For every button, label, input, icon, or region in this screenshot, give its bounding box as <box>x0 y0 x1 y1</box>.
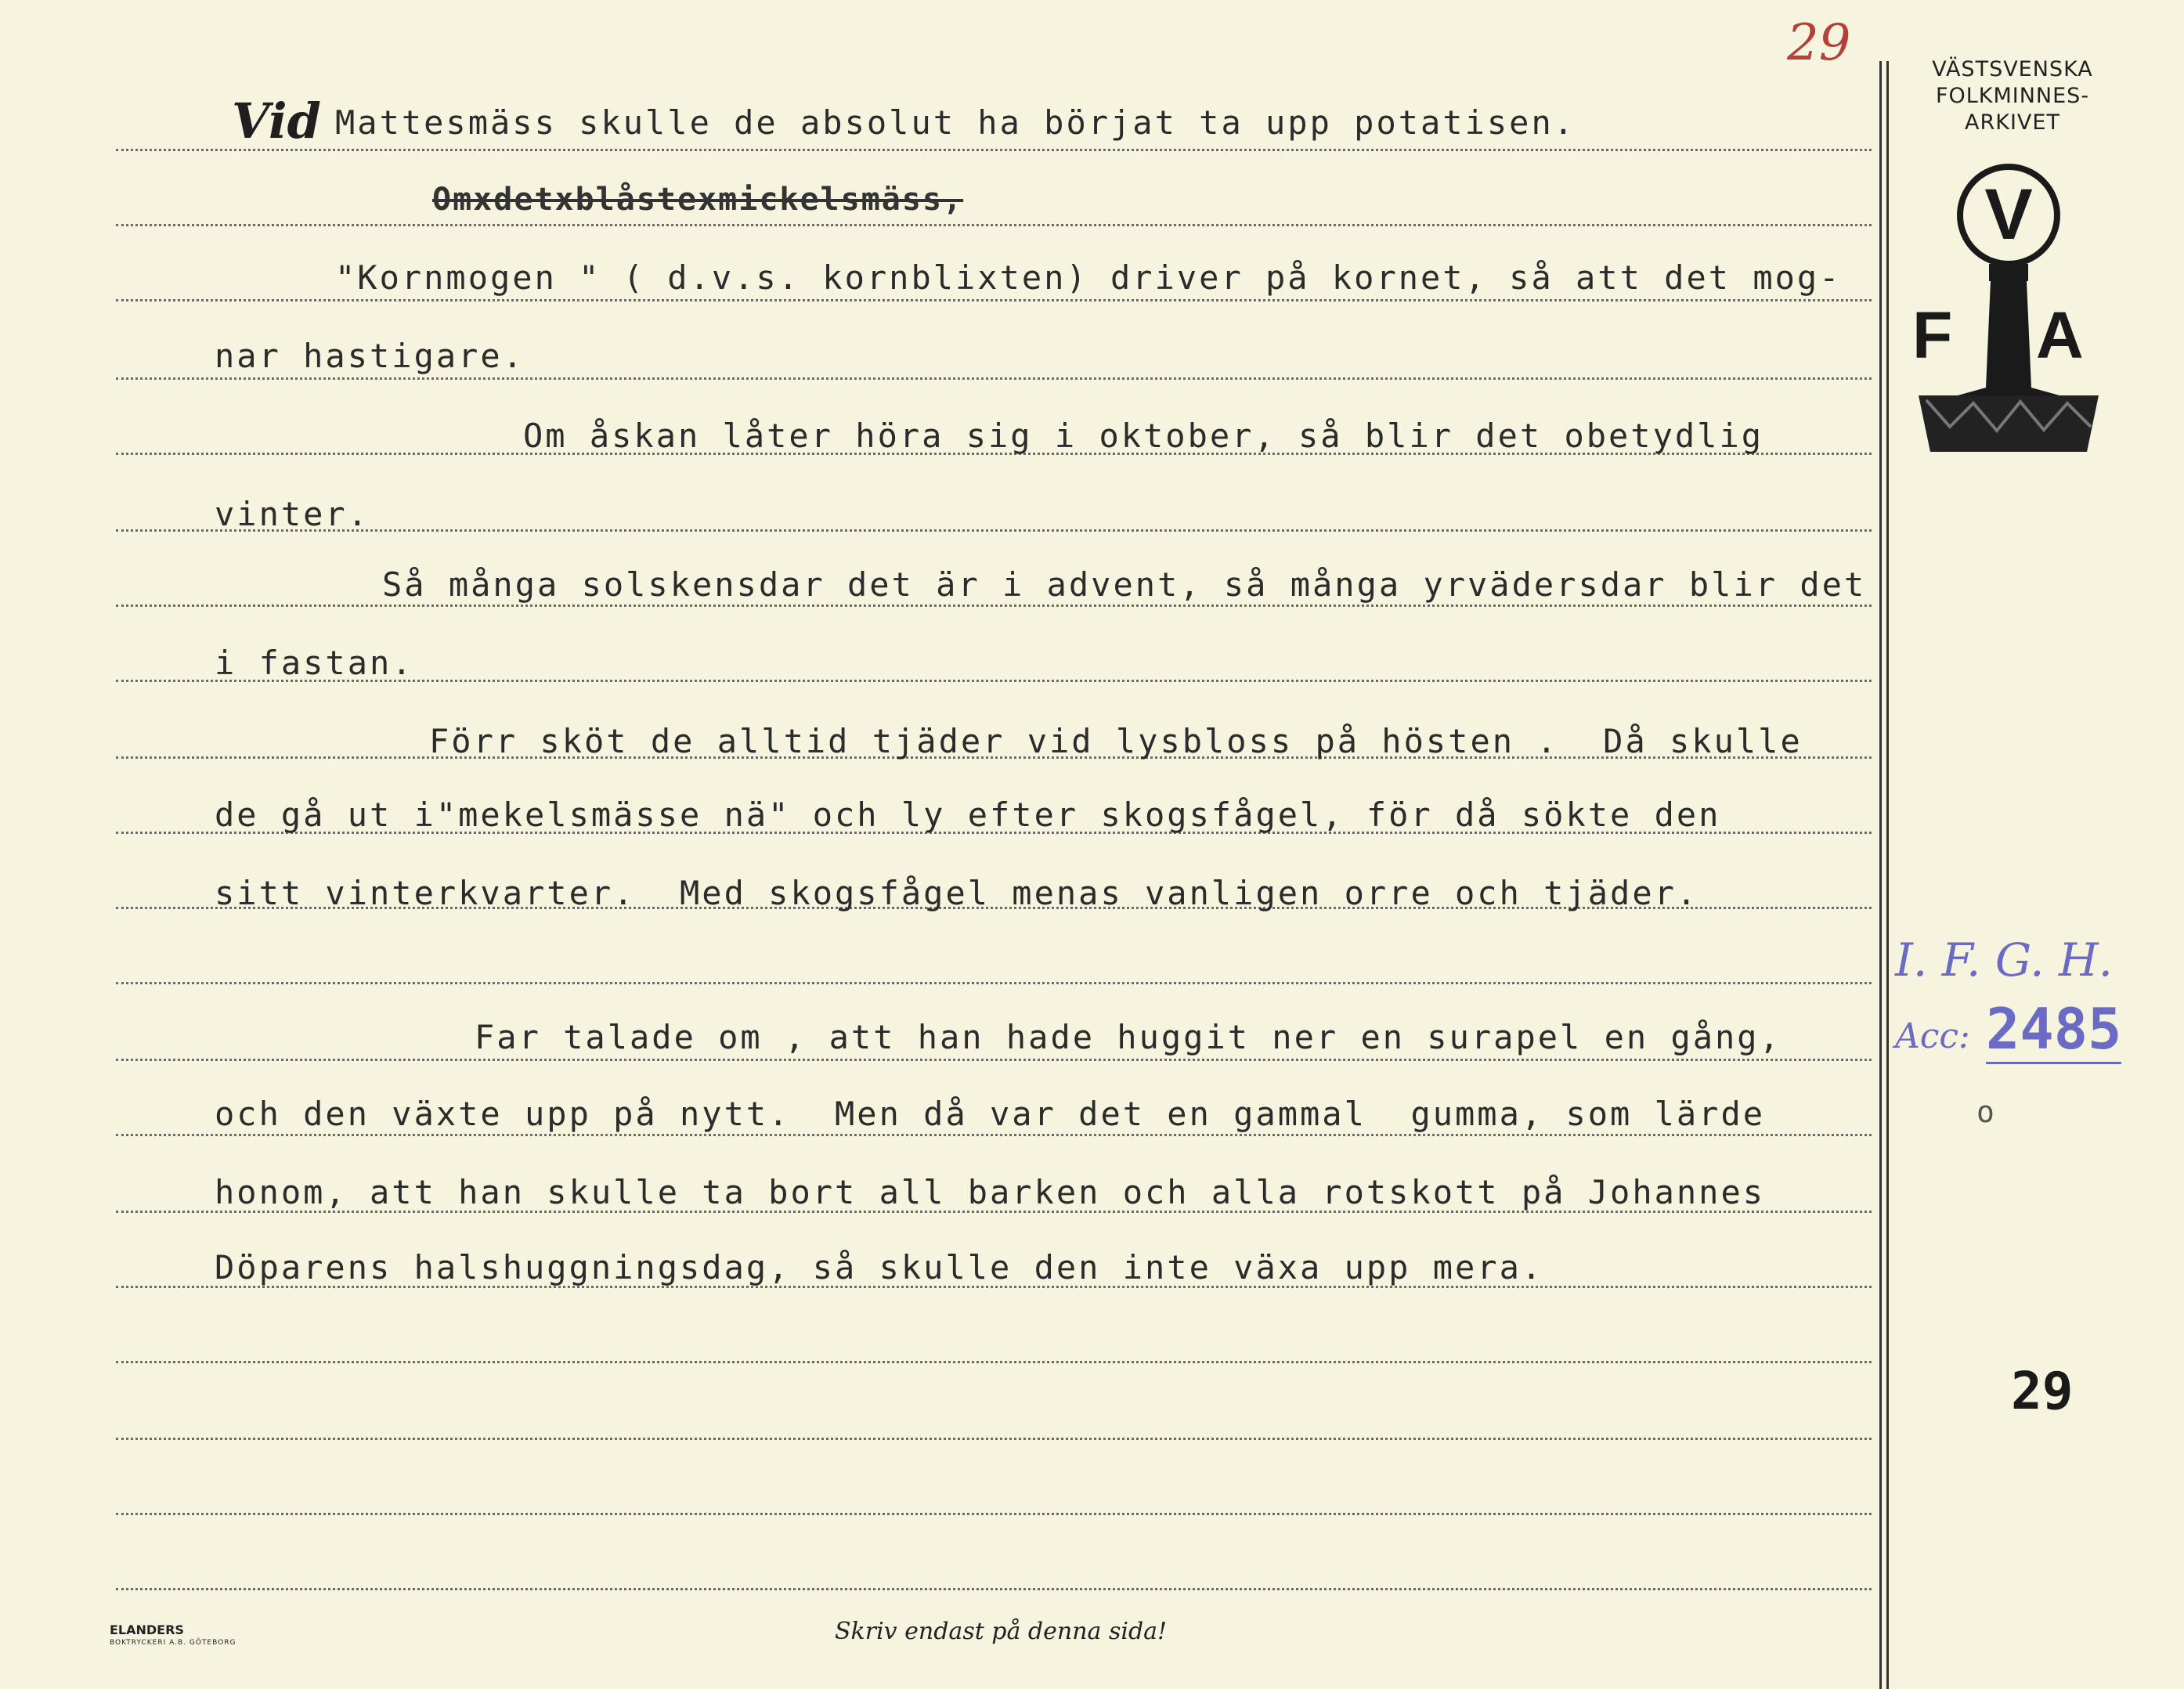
ruled-line <box>116 982 1872 984</box>
logo-letter-f: F <box>1912 298 1953 372</box>
ruled-line <box>116 1361 1872 1363</box>
accession-number: 2485 <box>1986 996 2121 1064</box>
margin-line-right <box>1886 61 1889 1689</box>
struck-out-line: Omxdetxblåstexmickelsmäss, <box>432 182 964 218</box>
ruled-line <box>116 299 1872 301</box>
margin-overflow-char: o <box>1976 1095 1997 1129</box>
ruled-line <box>116 1059 1872 1061</box>
text-line-10: de gå ut i"mekelsmässe nä" och ly efter skogsfågel, för då sökte den <box>215 796 1721 834</box>
ruled-line <box>116 377 1872 380</box>
logo-letter-v: V <box>1984 175 2033 254</box>
text-line-4: nar hastigare. <box>215 337 525 375</box>
text-line-5: Om åskan låter höra sig i oktober, så blir det obetydlig <box>523 417 1764 455</box>
text-line-13: Far talade om , att han hade huggit ner en surapel en gång, <box>475 1018 1781 1056</box>
ruled-line <box>116 224 1872 226</box>
text-line-11: sitt vinterkvarter. Med skogsfågel menas vanligen orre och tjäder. <box>215 874 1699 912</box>
text-line-7: Så många solskensdar det är i advent, så många yrvädersdar blir det <box>382 565 1867 604</box>
archive-name-line2: FOLKMINNES- <box>1935 84 2090 108</box>
logo-letter-a: A <box>2036 298 2084 372</box>
ruled-line <box>116 605 1872 607</box>
text-line-14: och den växte upp på nytt. Men då var det en gammal gumma, som lärde <box>215 1095 1766 1133</box>
text-line-16: Döparens halshuggningsdag, så skulle den inte växa upp mera. <box>215 1248 1544 1287</box>
ruled-line <box>116 1134 1872 1136</box>
ruled-line <box>116 149 1872 151</box>
text-line-8: i fastan. <box>215 644 414 682</box>
archive-name <box>1887 56 2138 136</box>
text-line-3: "Kornmogen " ( d.v.s. kornblixten) driver på kornet, så att det mog- <box>335 258 1842 297</box>
archive-name-line3: ARKIVET <box>1965 110 2060 135</box>
text-line-15: honom, att han skulle ta bort all barken och alla rotskott på Johannes <box>215 1173 1766 1211</box>
printer-name: ELANDERS <box>110 1622 184 1637</box>
handwritten-vid: Vid <box>232 92 321 150</box>
ruled-line <box>116 1513 1872 1515</box>
ruled-line <box>116 1588 1872 1590</box>
margin-line-left <box>1879 61 1882 1689</box>
printer-mark <box>110 1624 236 1649</box>
ruled-line <box>116 529 1872 532</box>
stamped-page-number: 29 <box>2011 1361 2074 1421</box>
text-line-9: Förr sköt de alltid tjäder vid lysbloss på hösten . Då skulle <box>429 722 1803 760</box>
text-line-6: vinter. <box>215 495 370 533</box>
archive-name-line1: VÄSTSVENSKA <box>1932 57 2093 81</box>
accession-stamp-label: Acc: <box>1895 1016 1970 1056</box>
ruled-line <box>116 1438 1872 1440</box>
footer-instruction: Skriv endast på denna sida! <box>835 1618 1168 1645</box>
printer-subtitle: BOKTRYCKERI A.B. GÖTEBORG <box>110 1639 236 1647</box>
text-line-1: Mattesmäss skulle de absolut ha börjat ta upp potatisen. <box>335 103 1576 142</box>
accession-stamp-initials: I. F. G. H. <box>1895 933 2114 987</box>
handwritten-page-number: 29 <box>1787 14 1851 72</box>
